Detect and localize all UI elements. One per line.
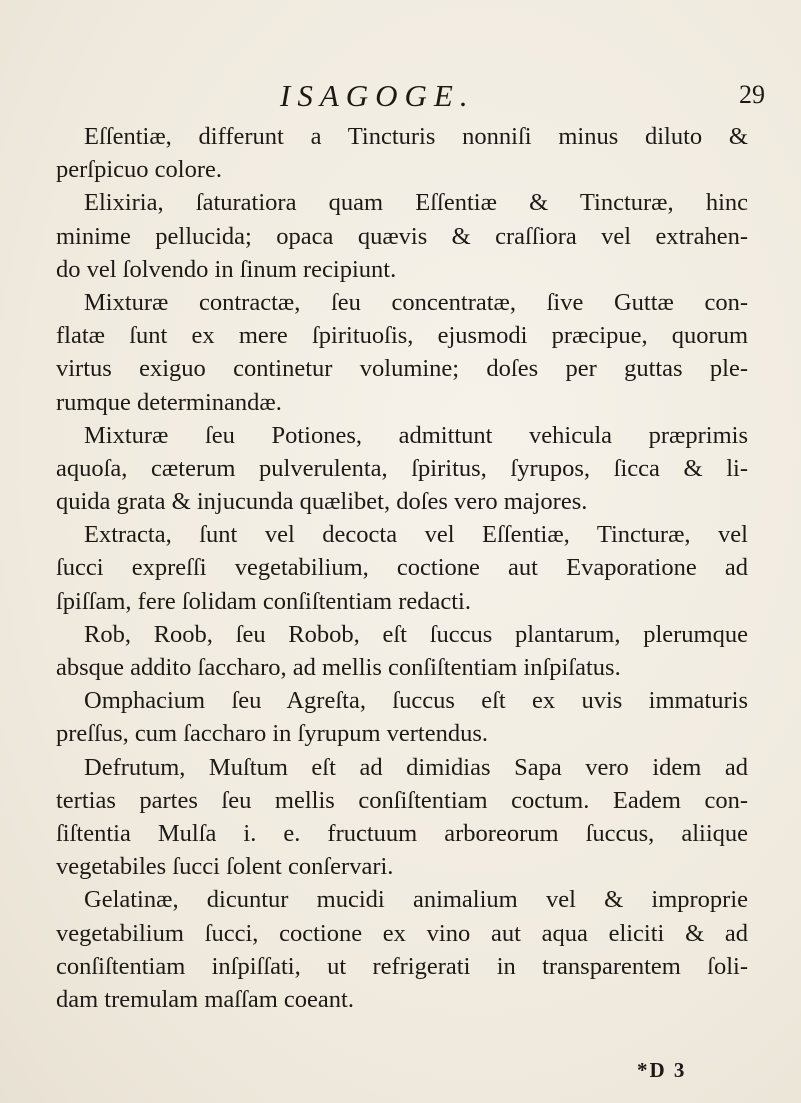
text-line: minime pellucida; opaca quævis & craſſiora vel extrahen- (56, 222, 748, 250)
text-line: Eſſentiæ, differunt a Tincturis nonniſi minus diluto & (84, 123, 748, 150)
text-line: Rob, Roob, ſeu Robob, eſt ſuccus plantarum, plerumque (84, 620, 748, 648)
text-line: flatæ ſunt ex mere ſpirituoſis, ejusmodi præcipue, quorum (56, 322, 748, 350)
text-line: Defrutum, Muſtum eſt ad dimidias Sapa vero idem ad (84, 753, 748, 781)
text-line: preſſus, cum ſaccharo in ſyrupum vertendus. (56, 720, 489, 748)
running-title: ISAGOGE. (280, 78, 475, 113)
text-line: tertias partes ſeu mellis conſiſtentiam coctum. Eadem con- (56, 786, 748, 814)
text-line: ſpiſſam, fere ſolidam conſiſtentiam redacti. (56, 587, 471, 615)
text-line: quida grata & injucunda quælibet, doſes vero majores. (56, 488, 588, 516)
text-line: Extracta, ſunt vel decocta vel Eſſentiæ, Tincturæ, vel (84, 521, 748, 549)
text-body (56, 120, 748, 1016)
text-line: do vel ſolvendo in ſinum recipiunt. (56, 255, 397, 283)
text-line: dam tremulam maſſam coeant. (56, 985, 354, 1013)
text-line: vegetabilium ſucci, coctione ex vino aut aqua eliciti & ad (56, 919, 748, 947)
text-line: ſiſtentia Mulſa i. e. fructuum arboreorum ſuccus, aliique (56, 819, 748, 847)
text-line: rumque determinandæ. (56, 388, 282, 416)
text-line: aquoſa, cæterum pulverulenta, ſpiritus, ſyrupos, ſicca & li- (56, 454, 748, 482)
text-line: vegetabiles ſucci ſolent conſervari. (56, 853, 394, 881)
text-line: perſpicuo colore. (56, 156, 222, 184)
text-line: absque addito ſaccharo, ad mellis conſiſtentiam inſpiſatus. (56, 654, 621, 681)
text-line: Gelatinæ, dicuntur mucidi animalium vel & improprie (84, 886, 748, 914)
signature-mark: *D 3 (637, 1058, 687, 1082)
text-line: Elixiria, ſaturatiora quam Eſſentiæ & Tincturæ, hinc (84, 189, 748, 217)
page-number: 29 (739, 80, 765, 109)
text-line: Mixturæ contractæ, ſeu concentratæ, ſive Guttæ con- (84, 288, 748, 316)
text-line: ſucci expreſſi vegetabilium, coctione aut Evaporatione ad (56, 554, 748, 582)
text-line: Mixturæ ſeu Potiones, admittunt vehicula præprimis (84, 421, 748, 449)
text-line: Omphacium ſeu Agreſta, ſuccus eſt ex uvis immaturis (84, 687, 748, 715)
text-line: conſiſtentiam inſpiſſati, ut refrigerati in transparentem ſoli- (56, 952, 748, 980)
text-line: virtus exiguo continetur volumine; doſes per guttas ple- (56, 355, 748, 383)
page-header (0, 78, 801, 118)
